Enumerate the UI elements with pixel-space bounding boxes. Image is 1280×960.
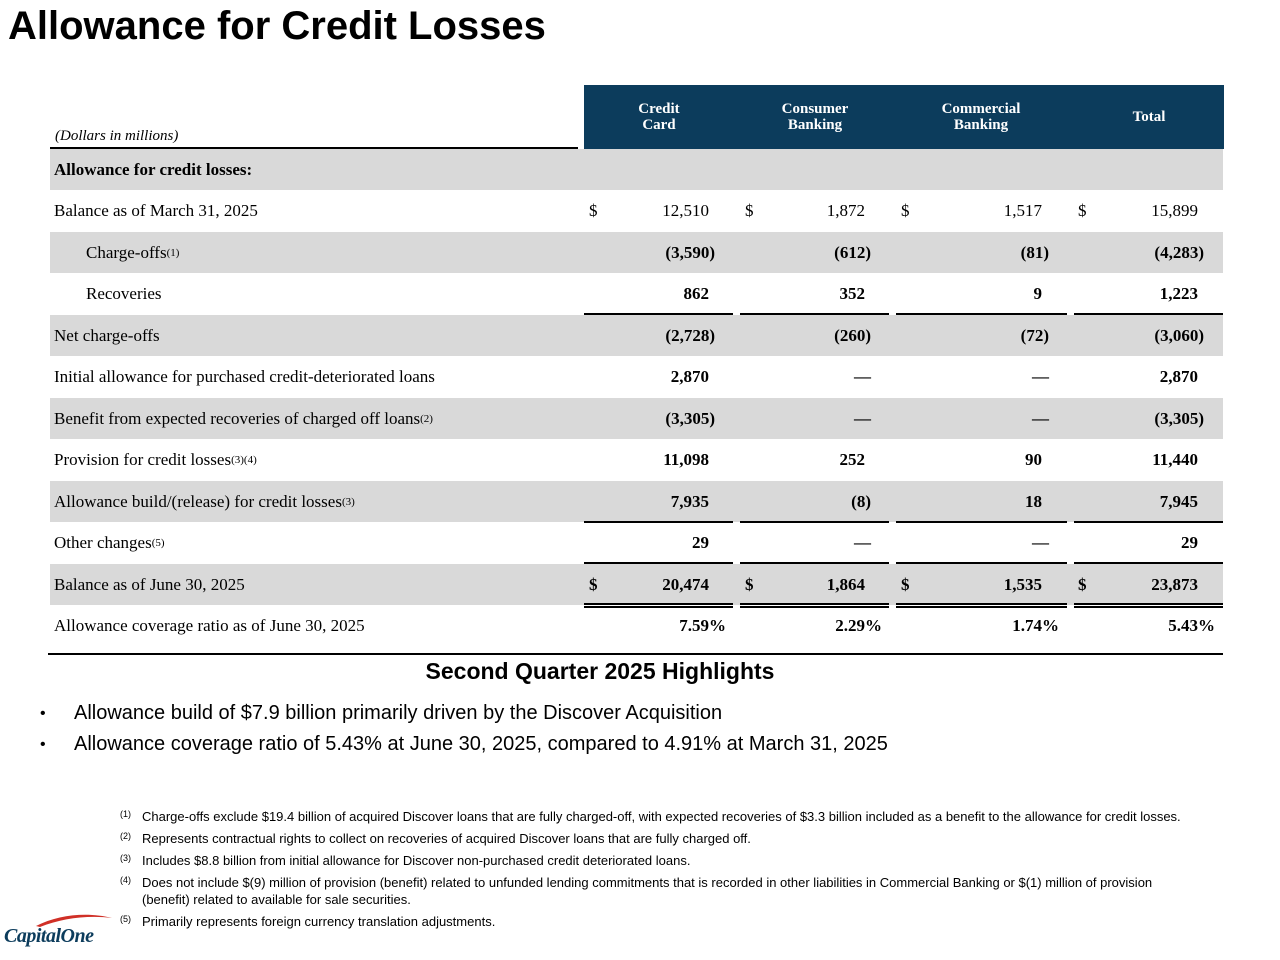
footnote-mark: (3) [120,853,131,863]
footnote [120,808,1200,825]
table-cell: 1.74% [1012,616,1059,635]
table-cell: 11,098 [663,450,709,469]
table-cell: — [1032,533,1049,552]
table-cell: 29 [1181,533,1198,552]
table-cell: (2,728) [665,325,715,345]
row-label-text: Initial allowance for purchased credit-deteriorated loans [54,367,435,386]
table-cell: (612) [834,242,871,262]
currency-symbol: $ [1078,201,1087,220]
row-label-text: Recoveries [86,284,162,303]
table-cell: (4,283) [1154,242,1204,262]
footnote [120,874,1200,908]
footnote-text: Includes $8.8 billion from initial allowance for Discover non-purchased credit deteriorated loans. [142,853,691,868]
column-header-total: Total [1132,109,1166,125]
table-cell: 7,935 [670,491,709,511]
table-cell: 2.29% [835,616,882,635]
row-label-text: Balance as of June 30, 2025 [54,574,245,594]
units-note: (Dollars in millions) [55,128,179,144]
table-cell: (260) [834,325,871,345]
row-label: Benefit from expected recoveries of charged off loans (2) [54,408,433,428]
table-cell: 9 [1033,284,1042,303]
capital-one-logo [4,912,116,952]
currency-symbol: $ [1078,574,1087,594]
footnote-text: Charge-offs exclude $19.4 billion of acquired Discover loans that are fully charged-off, with expected recoveries of $3.3 billion included as a benefit to the allowance for credit losses. [142,809,1181,824]
row-label-text: Allowance coverage ratio as of June 30, 2025 [54,616,365,635]
footnotes [120,808,1200,935]
table-cell: 20,474 [662,574,709,594]
table-cell: 1,864 [826,574,865,594]
highlight-item [40,729,888,760]
table-cell: 5.43% [1168,616,1215,635]
bullet-icon: • [40,735,46,753]
row-label-text: Charge-offs [86,242,167,262]
highlight-text: Allowance coverage ratio of 5.43% at June 30, 2025, compared to 4.91% at March 31, 2025 [74,733,888,755]
currency-symbol: $ [901,201,910,220]
row-label-text: Other changes [54,533,152,552]
table-cell: 12,510 [662,201,709,220]
row-label [54,191,258,232]
highlight-text: Allowance build of $7.9 billion primarily driven by the Discover Acquisition [74,702,723,724]
row-label-text: Benefit from expected recoveries of charged off loans [54,408,421,428]
table-cell: 23,873 [1151,574,1198,594]
table-cell: 18 [1025,491,1042,511]
footnote-text: Primarily represents foreign currency translation adjustments. [142,914,496,929]
row-label-text: Provision for credit losses [54,450,232,469]
row-label [54,357,435,398]
currency-symbol: $ [589,574,598,594]
highlight-item [40,698,888,729]
table-cell: (3,305) [665,408,715,428]
footnote-mark: (1) [120,809,131,819]
footnote [120,913,1200,930]
column-header-consumer-banking: Consumer Banking [781,101,849,133]
row-label: Provision for credit losses (3)(4) [54,450,257,469]
table-cell: (3,305) [1154,408,1204,428]
row-label [86,274,162,315]
footnote-text: Represents contractual rights to collect on recoveries of acquired Discover loans that are fully charged off. [142,831,751,846]
footnote-text: Does not include $(9) million of provision (benefit) related to unfunded lending commitments that is recorded in other liabilities in Commercial Banking or $(1) million of provision (benefit) related to available for sale securities. [142,875,1153,907]
row-label: Allowance build/(release) for credit losses (3) [54,491,355,511]
table-cell: — [854,408,871,428]
table-cell: (81) [1020,242,1049,262]
table-cell: — [1032,408,1049,428]
table-cell: 29 [692,533,709,552]
table-cell: 252 [839,450,865,469]
highlights-list [40,698,888,760]
table-cell: 7.59% [679,616,726,635]
bullet-icon: • [40,704,46,722]
logo-text: CapitalOne [4,925,94,947]
currency-symbol: $ [589,201,598,220]
footnote-mark: (4) [120,875,131,885]
table-cell: (72) [1020,325,1049,345]
column-header-commercial-banking: Commercial Banking [941,101,1021,133]
row-label [54,564,245,605]
table-cell: 11,440 [1152,450,1198,469]
table-cell: 7,945 [1159,491,1198,511]
row-label [54,606,365,647]
table-cell: 1,517 [1003,201,1042,220]
table-cell: — [854,533,871,552]
row-label [54,149,252,190]
footnote [120,852,1200,869]
row-label-text: Net charge-offs [54,325,160,345]
row-label: Other changes (5) [54,533,165,552]
footnote-mark: (5) [120,914,131,924]
row-label [54,315,160,356]
row-label-text: Allowance for credit losses: [54,159,253,179]
table-cell: (3,060) [1154,325,1204,345]
currency-symbol: $ [901,574,910,594]
table-cell: 862 [683,284,709,303]
table-cell: 15,899 [1151,201,1198,220]
page-title: Allowance for Credit Losses [8,4,546,48]
footnote [120,830,1200,847]
table-cell: 1,872 [826,201,865,220]
row-label-text: Balance as of March 31, 2025 [54,201,258,220]
table-cell: 352 [839,284,865,303]
table-cell: (8) [851,491,871,511]
table-cell: — [1032,367,1049,386]
table-cell: (3,590) [665,242,715,262]
currency-symbol: $ [745,201,754,220]
table-cell: 2,870 [1159,367,1198,386]
currency-symbol: $ [745,574,754,594]
table-cell: 90 [1025,450,1042,469]
table-cell: 1,535 [1003,574,1042,594]
highlights-title: Second Quarter 2025 Highlights [425,658,775,684]
row-label: Charge-offs (1) [86,242,180,262]
table-bottom-rule [48,653,1223,655]
row-label-text: Allowance build/(release) for credit losses [54,491,342,511]
footnote-mark: (2) [120,831,131,841]
table-cell: — [854,367,871,386]
table-cell: 1,223 [1159,284,1198,303]
table-cell: 2,870 [670,367,709,386]
column-header-credit-card: Credit Card [638,101,680,133]
